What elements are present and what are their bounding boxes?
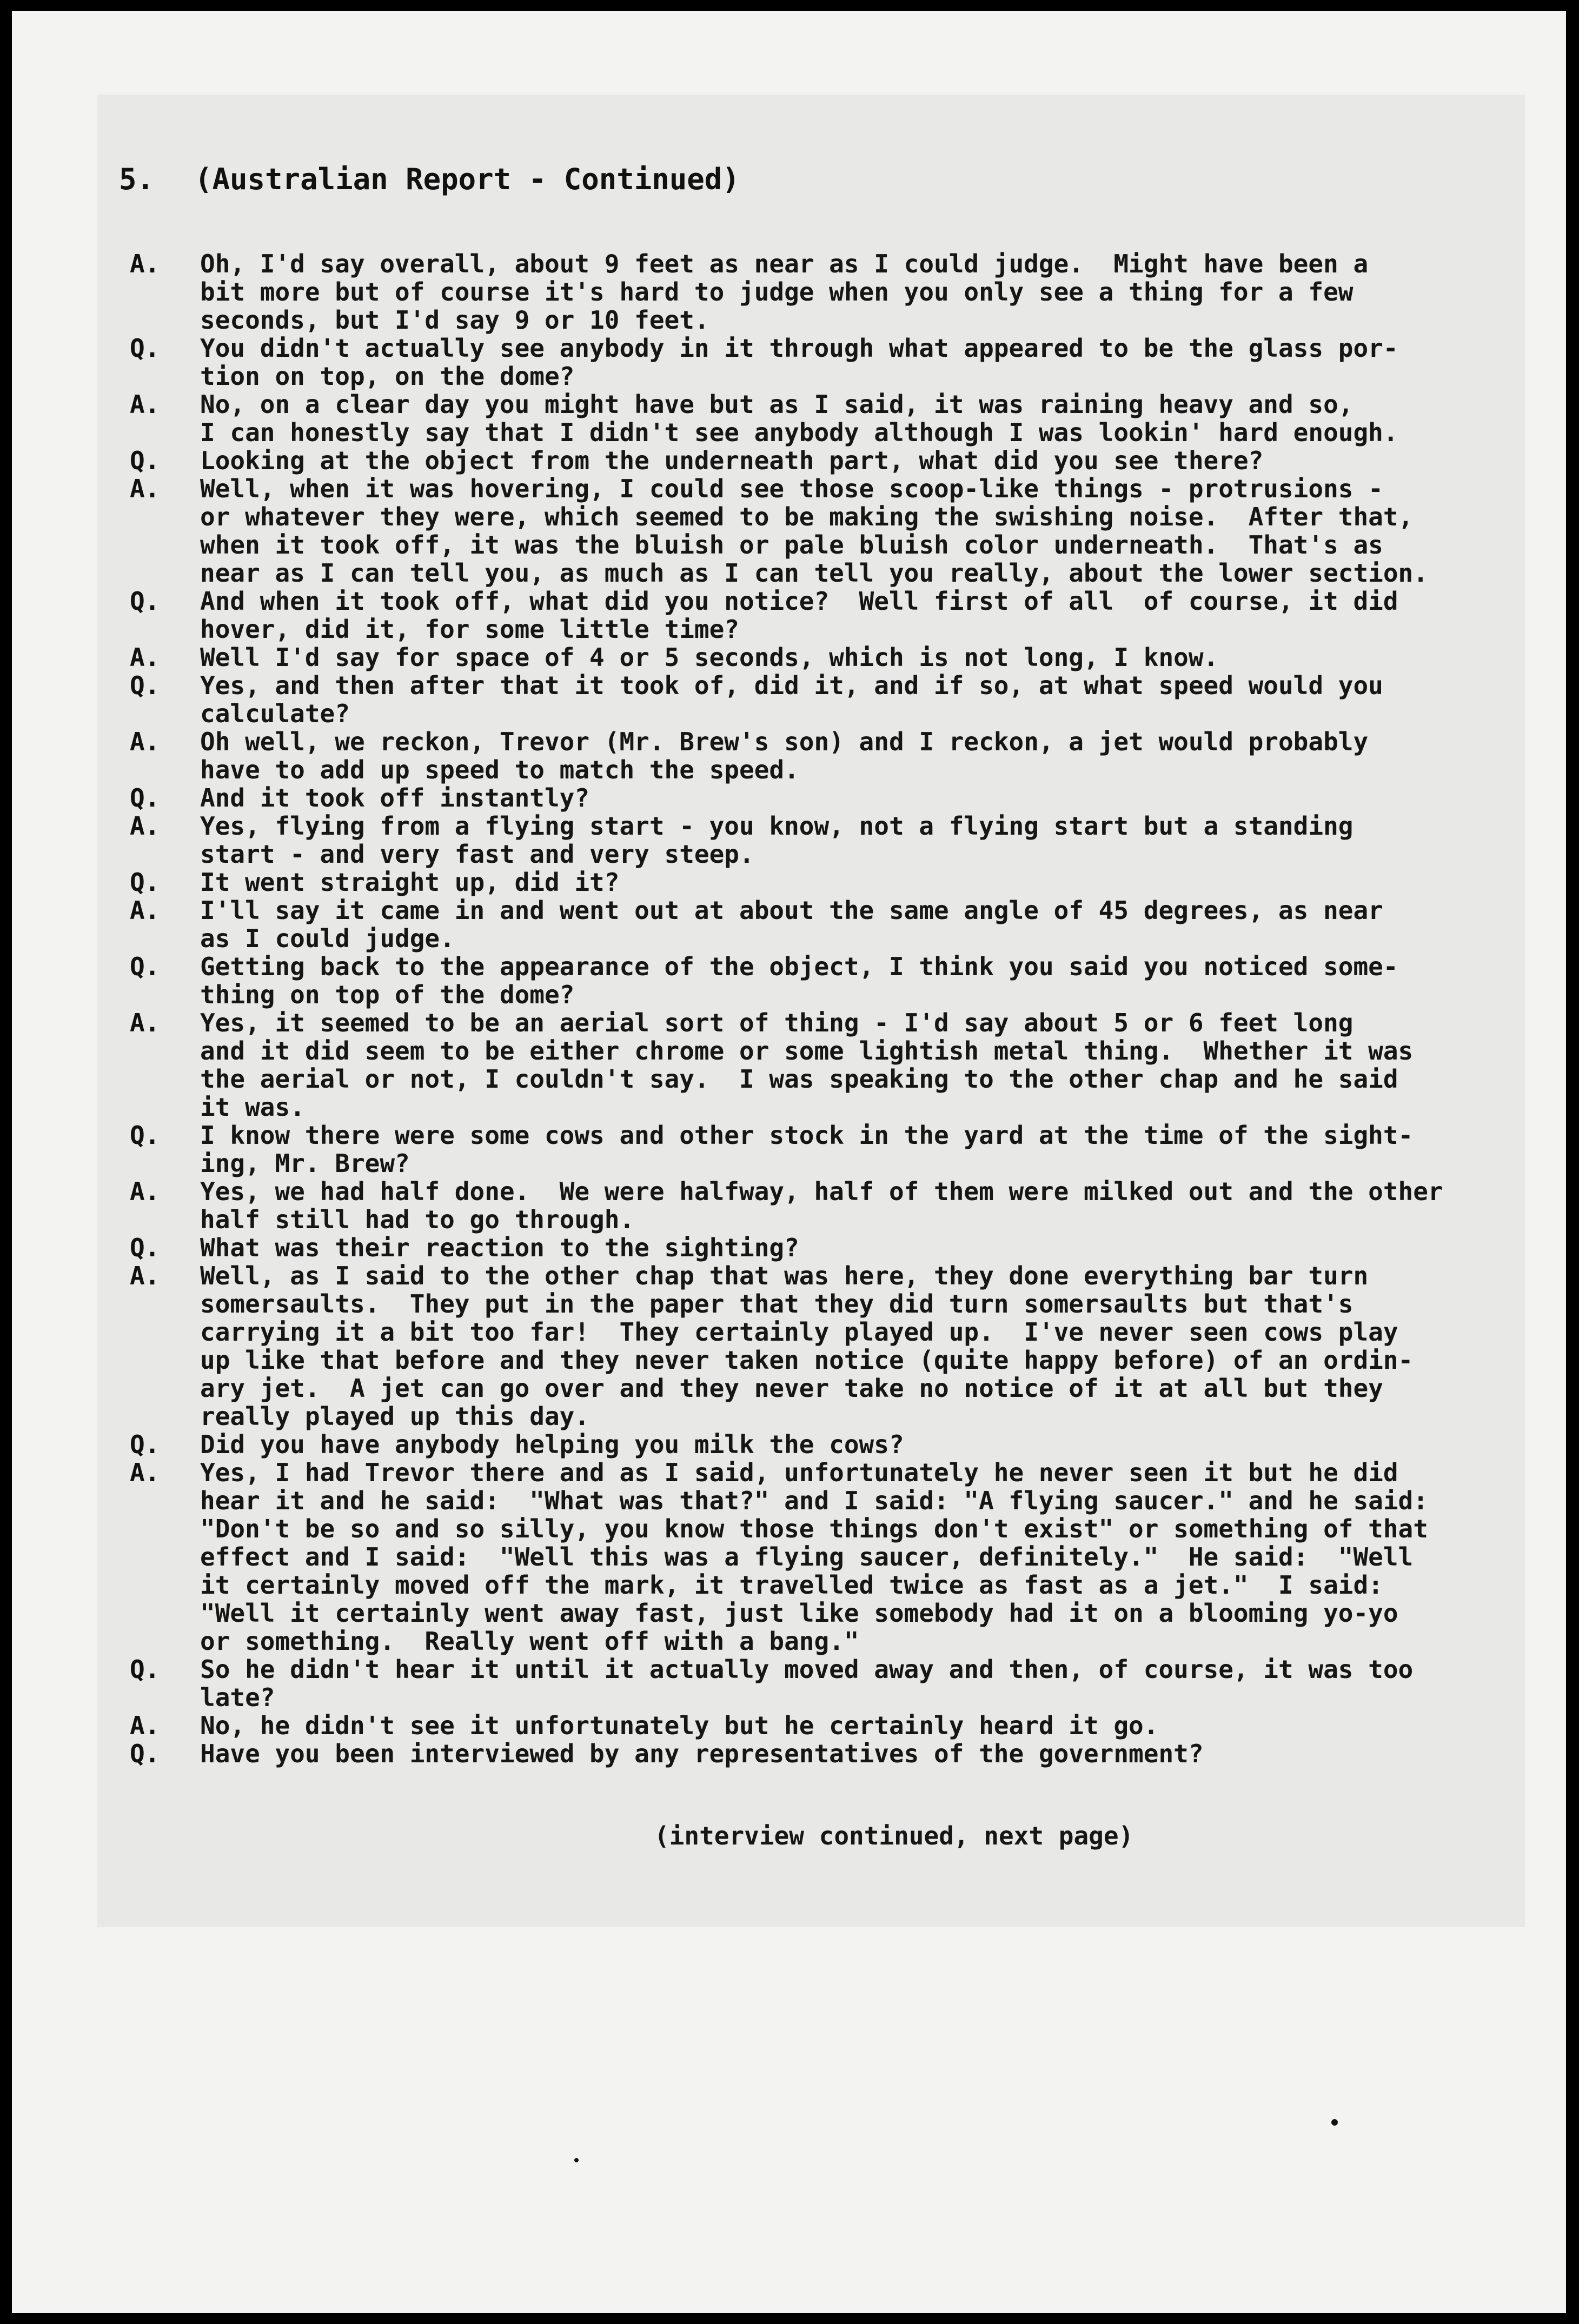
text-line: "Don't be so and so silly, you know those things don't exist" or something of that <box>200 1514 1428 1543</box>
transcript-entry <box>130 1740 1525 1768</box>
transcript-entry <box>130 1430 1525 1459</box>
speaker-label: A. <box>130 249 160 278</box>
transcript-entry <box>130 1262 1525 1430</box>
entry-text <box>200 1459 1525 1655</box>
speaker-label: A. <box>130 474 160 503</box>
text-line: have to add up speed to match the speed. <box>200 755 799 784</box>
transcript-entry <box>130 896 1525 953</box>
entry-text <box>200 1712 1525 1740</box>
transcript-entry <box>130 812 1525 868</box>
text-line: Did you have anybody helping you milk the cows? <box>200 1430 904 1459</box>
text-line: Yes, we had half done. We were halfway, half of them were milked out and the other <box>200 1177 1443 1206</box>
text-line: No, he didn't see it unfortunately but he certainly heard it go. <box>200 1711 1159 1740</box>
transcript-entry <box>130 643 1525 671</box>
text-line: it was. <box>200 1093 305 1122</box>
text-line: hover, did it, for some little time? <box>200 615 739 644</box>
entry-text <box>200 1740 1525 1768</box>
transcript-entry <box>130 475 1525 587</box>
text-line: the aerial or not, I couldn't say. I was speaking to the other chap and he said <box>200 1064 1398 1094</box>
text-line: tion on top, on the dome? <box>200 362 575 391</box>
speaker-label: Q. <box>130 446 160 475</box>
speaker-label: A. <box>130 390 160 419</box>
text-line: and it did seem to be either chrome or some lightish metal thing. Whether it was <box>200 1036 1414 1066</box>
entry-text <box>200 953 1525 1009</box>
transcript-entry <box>130 953 1525 1009</box>
text-line: bit more but of course it's hard to judge when you only see a thing for a few <box>200 277 1354 307</box>
entry-text <box>200 896 1525 953</box>
entry-text <box>200 390 1525 447</box>
speaker-label: A. <box>130 1458 160 1487</box>
entry-text <box>200 643 1525 671</box>
text-line: So he didn't hear it until it actually moved away and then, of course, it was too <box>200 1655 1414 1684</box>
text-line: I know there were some cows and other stock in the yard at the time of the sight- <box>200 1121 1414 1150</box>
entry-text <box>200 447 1525 475</box>
entry-text <box>200 1430 1525 1459</box>
entry-text <box>200 671 1525 728</box>
entry-text <box>200 475 1525 587</box>
speaker-label: Q. <box>130 587 160 616</box>
entry-text <box>200 334 1525 390</box>
text-line: Yes, and then after that it took of, did it, and if so, at what speed would you <box>200 671 1383 700</box>
entry-text <box>200 784 1525 812</box>
speaker-label: A. <box>130 643 160 672</box>
speaker-label: Q. <box>130 334 160 363</box>
transcript-entry <box>130 250 1525 334</box>
text-line: Well, as I said to the other chap that was here, they done everything bar turn <box>200 1261 1369 1290</box>
transcript-entry <box>130 1655 1525 1712</box>
text-line: Yes, it seemed to be an aerial sort of thing - I'd say about 5 or 6 feet long <box>200 1008 1354 1037</box>
transcript-entry <box>130 334 1525 390</box>
speaker-label: A. <box>130 896 160 925</box>
speaker-label: A. <box>130 1177 160 1206</box>
text-line: start - and very fast and very steep. <box>200 840 754 869</box>
text-line: half still had to go through. <box>200 1205 635 1234</box>
speaker-label: A. <box>130 727 160 756</box>
entry-text <box>200 1121 1525 1177</box>
text-line: carrying it a bit too far! They certainly played up. I've never seen cows play <box>200 1317 1398 1347</box>
text-line: or whatever they were, which seemed to be making the swishing noise. After that, <box>200 502 1414 531</box>
text-line: calculate? <box>200 699 350 728</box>
text-line: Yes, flying from a flying start - you know, not a flying start but a standing <box>200 811 1354 841</box>
paper-speck <box>1331 2119 1338 2126</box>
transcript-entry <box>130 1234 1525 1262</box>
transcript-entry <box>130 1121 1525 1177</box>
transcript-entry <box>130 671 1525 728</box>
text-line: Yes, I had Trevor there and as I said, unfortunately he never seen it but he did <box>200 1458 1398 1487</box>
transcript-entry <box>130 784 1525 812</box>
transcript-entry <box>130 390 1525 447</box>
speaker-label: Q. <box>130 1121 160 1150</box>
text-line: somersaults. They put in the paper that they did turn somersaults but that's <box>200 1289 1354 1319</box>
entry-text <box>200 812 1525 868</box>
text-line: seconds, but I'd say 9 or 10 feet. <box>200 305 709 335</box>
text-line: I can honestly say that I didn't see anybody although I was lookin' hard enough. <box>200 418 1398 447</box>
text-line: Looking at the object from the underneath part, what did you see there? <box>200 446 1264 475</box>
paper-speck <box>574 2158 579 2162</box>
entry-text <box>200 250 1525 334</box>
text-line: when it took off, it was the bluish or pale bluish color underneath. That's as <box>200 530 1383 560</box>
speaker-label: Q. <box>130 671 160 700</box>
text-line: Well I'd say for space of 4 or 5 seconds, which is not long, I know. <box>200 643 1219 672</box>
text-line: it certainly moved off the mark, it travelled twice as fast as a jet." I said: <box>200 1570 1383 1600</box>
entry-text <box>200 728 1525 784</box>
report-header: (Australian Report - Continued) <box>195 162 740 196</box>
entry-text <box>200 1262 1525 1430</box>
text-line: No, on a clear day you might have but as I said, it was raining heavy and so, <box>200 390 1354 419</box>
transcript-entry <box>130 1712 1525 1740</box>
entry-text <box>200 1177 1525 1234</box>
text-line: Getting back to the appearance of the object, I think you said you noticed some- <box>200 952 1398 981</box>
text-line: Oh, I'd say overall, about 9 feet as near as I could judge. Might have been a <box>200 249 1369 278</box>
speaker-label: A. <box>130 811 160 841</box>
transcript-entry <box>130 1009 1525 1121</box>
text-line: Well, when it was hovering, I could see those scoop-like things - protrusions - <box>200 474 1383 503</box>
transcript-entry <box>130 728 1525 784</box>
text-line: hear it and he said: "What was that?" and I said: "A flying saucer." and he said: <box>200 1486 1428 1515</box>
entry-text <box>200 1655 1525 1712</box>
text-line: You didn't actually see anybody in it through what appeared to be the glass por- <box>200 334 1398 363</box>
speaker-label: A. <box>130 1261 160 1290</box>
page-number: 5. <box>119 162 155 196</box>
text-line: And it took off instantly? <box>200 783 590 813</box>
text-line: or something. Really went off with a bang." <box>200 1627 859 1656</box>
speaker-label: Q. <box>130 952 160 981</box>
text-line: What was their reaction to the sighting? <box>200 1233 799 1262</box>
text-line: Oh well, we reckon, Trevor (Mr. Brew's son) and I reckon, a jet would probably <box>200 727 1369 756</box>
text-line: really played up this day. <box>200 1402 590 1431</box>
text-line: late? <box>200 1683 275 1712</box>
transcript-entry <box>130 447 1525 475</box>
speaker-label: Q. <box>130 1430 160 1459</box>
speaker-label: Q. <box>130 1739 160 1768</box>
interview-transcript <box>130 250 1525 1768</box>
speaker-label: Q. <box>130 1233 160 1262</box>
text-line: Have you been interviewed by any representatives of the government? <box>200 1739 1204 1768</box>
entry-text <box>200 868 1525 896</box>
text-line: as I could judge. <box>200 924 455 953</box>
text-line: I'll say it came in and went out at about the same angle of 45 degrees, as near <box>200 896 1383 925</box>
text-line: It went straight up, did it? <box>200 868 620 897</box>
transcript-entry <box>130 1459 1525 1655</box>
speaker-label: Q. <box>130 1655 160 1684</box>
text-line: And when it took off, what did you notice? Well first of all of course, it did <box>200 587 1398 616</box>
text-line: "Well it certainly went away fast, just like somebody had it on a blooming yo-yo <box>200 1599 1398 1628</box>
continuation-note: (interview continued, next page) <box>654 1821 1134 1850</box>
text-line: up like that before and they never taken notice (quite happy before) of an ordin- <box>200 1346 1414 1375</box>
speaker-label: Q. <box>130 783 160 813</box>
text-line: thing on top of the dome? <box>200 980 575 1009</box>
text-line: near as I can tell you, as much as I can tell you really, about the lower section. <box>200 558 1428 588</box>
speaker-label: A. <box>130 1711 160 1740</box>
text-line: ing, Mr. Brew? <box>200 1149 410 1178</box>
transcript-entry <box>130 868 1525 896</box>
transcript-entry <box>130 587 1525 643</box>
speaker-label: A. <box>130 1008 160 1037</box>
entry-text <box>200 1234 1525 1262</box>
entry-text <box>200 1009 1525 1121</box>
text-line: ary jet. A jet can go over and they never take no notice of it at all but they <box>200 1374 1383 1403</box>
text-line: effect and I said: "Well this was a flying saucer, definitely." He said: "Well <box>200 1542 1414 1571</box>
transcript-entry <box>130 1177 1525 1234</box>
speaker-label: Q. <box>130 868 160 897</box>
entry-text <box>200 587 1525 643</box>
